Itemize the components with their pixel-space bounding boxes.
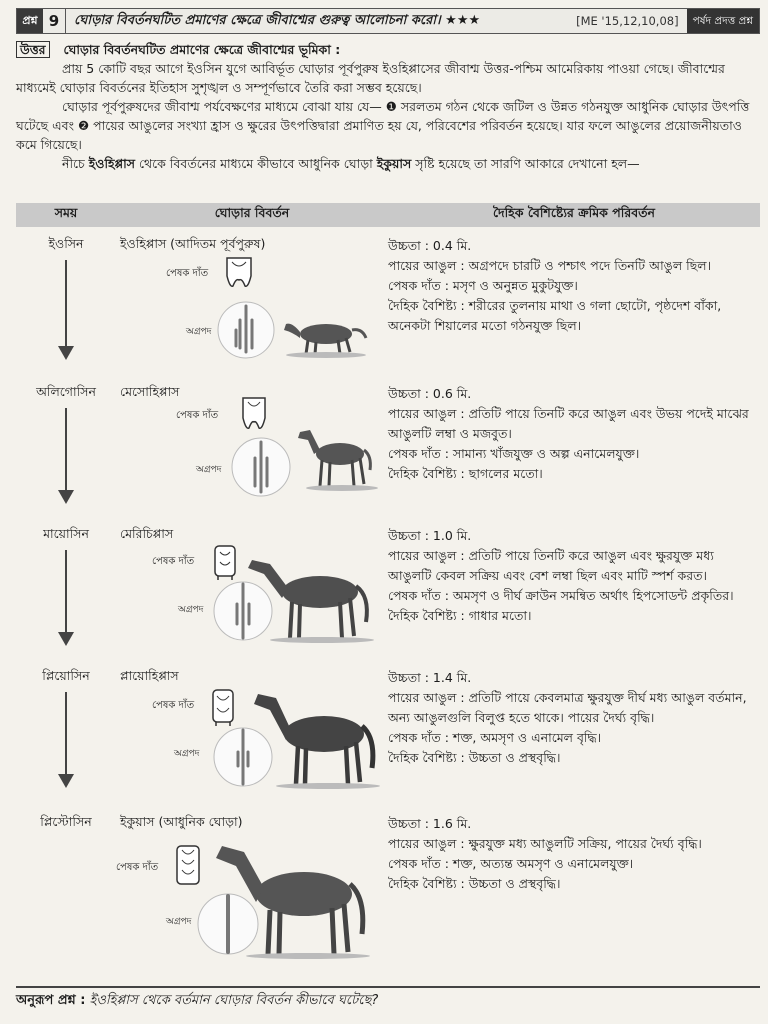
species-name: মেসোহিপ্পাস	[120, 384, 180, 399]
species-name: মেরিচিপ্পাস	[120, 526, 174, 541]
table-row	[16, 668, 760, 808]
question-text: ঘোড়ার বিবর্তনঘটিত প্রমাণের ক্ষেত্রে জীবাশ্মের গুরুত্ব আলোচনা করো। ★★★	[74, 12, 481, 28]
height-text: উচ্চতা : 1.4 মি.	[388, 670, 472, 685]
answer-paragraph-1: প্রায় 5 কোটি বছর আগে ইওসিন যুগে আবির্ভূত ঘোড়ার পূর্বপুরুষ ইওহিপ্পাসের জীবাশ্ম উত্তর-পশ্চিম আমেরিকায় পাওয়া গেছে। জীবাশ্মের মাধ্যমেই ঘোড়ার বিবর্তনের ইতিহাস সুশৃঙ্খল ও সম্পূর্ণভাবে তৈরি করা সম্ভব হয়েছে।	[16, 61, 725, 95]
question-number: 9	[43, 9, 66, 33]
teeth-text: পেষক দাঁত : শক্ত, অত্যন্ত অমসৃণ ও এনামেলযুক্ত।	[388, 856, 634, 871]
table-row	[16, 814, 760, 974]
table-row	[16, 236, 760, 386]
species-name: ইওহিপ্পাস (আদিতম পূর্বপুরুষ)	[120, 236, 266, 251]
table-header	[16, 203, 760, 227]
answer-paragraph-3	[16, 154, 760, 173]
height-text: উচ্চতা : 1.0 মি.	[388, 528, 472, 543]
species-name: ইকুয়াস (আধুনিক ঘোড়া)	[120, 814, 243, 829]
arrow-icon	[65, 550, 67, 634]
similar-label: অনুরূপ প্রশ্ন :	[16, 993, 86, 1008]
tooth-label: পেষক দাঁত	[152, 700, 195, 711]
forefoot-label: অগ্রপদ	[186, 327, 212, 337]
species-name: প্লায়োহিপ্পাস	[120, 668, 179, 683]
p3-text: থেকে বিবর্তনের মাধ্যমে কীভাবে আধুনিক ঘোড়া	[135, 156, 377, 171]
forefoot-label: অগ্রপদ	[196, 465, 222, 475]
toes-text: পায়ের আঙুল : প্রতিটি পায়ে তিনটি করে আঙুল এবং ক্ষুরযুক্ত মধ্য আঙুলটি কেবল সক্রিয় এবং বেশ লম্বা ছিল এবং মাটি স্পর্শ করত।	[388, 548, 714, 583]
board-badge: পর্ষদ প্রদত্ত প্রশ্ন	[687, 9, 759, 33]
mesohippus-figure-icon	[292, 420, 378, 496]
arrow-head-icon	[58, 346, 74, 360]
traits	[388, 814, 758, 894]
header-evolution: ঘোড়ার বিবর্তন	[214, 205, 290, 220]
arrow-icon	[65, 260, 67, 348]
pliohippus-figure-icon	[246, 688, 380, 790]
era-label: প্লিস্টোসিন	[40, 814, 92, 829]
answer-intro	[16, 40, 760, 173]
era-label: মায়োসিন	[43, 526, 89, 541]
arrow-icon	[65, 408, 67, 492]
body-text: দৈহিক বৈশিষ্ট্য : গাধার মতো।	[388, 608, 532, 623]
era-label: প্লিয়োসিন	[42, 668, 90, 683]
toes-text: পায়ের আঙুল : ক্ষুরযুক্ত মধ্য আঙুলটি সক্রিয়, পায়ের দৈর্ঘ্য বৃদ্ধি।	[388, 836, 702, 851]
era-label: অলিগোসিন	[36, 384, 96, 399]
forefoot-label: অগ্রপদ	[166, 917, 192, 927]
teeth-text: পেষক দাঁত : শক্ত, অমসৃণ ও এনামেল বৃদ্ধি।	[388, 730, 602, 745]
forefoot-label: অগ্রপদ	[174, 749, 200, 759]
body-text: দৈহিক বৈশিষ্ট্য : উচ্চতা ও প্রস্থবৃদ্ধি।	[388, 876, 561, 891]
answer-label: উত্তর	[16, 41, 50, 58]
p3-text: নীচে	[62, 156, 89, 171]
height-text: উচ্চতা : 0.6 মি.	[388, 386, 472, 401]
forefoot-bone-icon	[230, 436, 292, 498]
tooth-label: পেষক দাঁত	[166, 268, 209, 279]
teeth-text: পেষক দাঁত : সামান্য খাঁজযুক্ত ও অল্প এনামেলযুক্ত।	[388, 446, 640, 461]
teeth-text: পেষক দাঁত : মসৃণ ও অনুন্নত মুকুটযুক্ত।	[388, 278, 578, 293]
molar-tooth-icon	[212, 544, 238, 582]
traits	[388, 668, 758, 768]
equus-figure-icon	[208, 840, 372, 962]
forefoot-bone-icon	[216, 300, 276, 360]
tooth-label: পেষক দাঁত	[116, 862, 159, 873]
molar-tooth-icon	[240, 396, 268, 432]
traits	[388, 526, 758, 626]
answer-heading-line	[16, 40, 760, 59]
molar-tooth-icon	[174, 844, 202, 890]
toes-text: পায়ের আঙুল : প্রতিটি পায়ে কেবলমাত্র ক্ষুরযুক্ত দীর্ঘ মধ্য আঙুল বর্তমান, অন্য আঙুলগুলি বিলুপ্ত হতে থাকে। পায়ের দৈর্ঘ্য বৃদ্ধি।	[388, 690, 747, 725]
exam-code: [ME '15,12,10,08]	[576, 14, 679, 28]
toes-text: পায়ের আঙুল : প্রতিটি পায়ে তিনটি করে আঙুল এবং উভয় পদেই মাঝের আঙুলটি লম্বা ও মজবুত।	[388, 406, 749, 441]
p3-bold-equus: ইকুয়াস	[376, 156, 412, 171]
height-text: উচ্চতা : 0.4 মি.	[388, 238, 472, 253]
molar-tooth-icon	[224, 256, 254, 290]
body-text: দৈহিক বৈশিষ্ট্য : শরীরের তুলনায় মাথা ও গলা ছোটো, পৃষ্ঠদেশ বাঁকা, অনেকটা শিয়ালের মতো গঠনযুক্ত ছিল।	[388, 298, 722, 333]
traits	[388, 236, 758, 336]
forefoot-label: অগ্রপদ	[178, 605, 204, 615]
answer-paragraph-2: ঘোড়ার পূর্বপুরুষদের জীবাশ্ম পর্যবেক্ষণের মাধ্যমে বোঝা যায় যে— ❶ সরলতম গঠন থেকে জটিল ও উন্নত গঠনযুক্ত আধুনিক ঘোড়ার উৎপত্তি ঘটেছে এবং ❷ পায়ের আঙুলের সংখ্যা হ্রাস ও ক্ষুরের উৎপত্তিদ্বারা প্রমাণিত হয় যে, পরিবেশের পরিবর্তন হয়েছে। যার ফলে আঙুলের প্রয়োজনীয়তাও কমে গিয়েছে।	[16, 99, 750, 152]
answer-heading: ঘোড়ার বিবর্তনঘটিত প্রমাণের ক্ষেত্রে জীবাশ্মের ভূমিকা :	[63, 42, 341, 57]
tooth-label: পেষক দাঁত	[176, 410, 219, 421]
body-text: দৈহিক বৈশিষ্ট্য : উচ্চতা ও প্রস্থবৃদ্ধি।	[388, 750, 561, 765]
question-header	[16, 8, 760, 34]
table-row	[16, 384, 760, 524]
similar-question	[16, 986, 760, 1014]
height-text: উচ্চতা : 1.6 মি.	[388, 816, 472, 831]
question-tag: প্রশ্ন	[17, 9, 43, 33]
merychippus-figure-icon	[242, 552, 378, 644]
eohippus-figure-icon	[278, 308, 368, 358]
teeth-text: পেষক দাঁত : অমসৃণ ও দীর্ঘ ক্রাউন সমন্বিত অর্থাৎ হিপসোডন্ট প্রকৃতির।	[388, 588, 734, 603]
arrow-icon	[65, 692, 67, 776]
era-label: ইওসিন	[48, 236, 84, 251]
similar-text: ইওহিপ্পাস থেকে বর্তমান ঘোড়ার বিবর্তন কীভাবে ঘটেছে?	[89, 993, 379, 1008]
toes-text: পায়ের আঙুল : অগ্রপদে চারটি ও পশ্চাৎ পদে তিনটি আঙুল ছিল।	[388, 258, 712, 273]
body-text: দৈহিক বৈশিষ্ট্য : ছাগলের মতো।	[388, 466, 543, 481]
molar-tooth-icon	[210, 688, 236, 728]
header-era: সময়	[54, 205, 78, 220]
p3-text: সৃষ্টি হয়েছে তা সারণি আকারে দেখানো হল—	[411, 156, 640, 171]
arrow-head-icon	[58, 632, 74, 646]
arrow-head-icon	[58, 490, 74, 504]
table-row	[16, 526, 760, 666]
header-changes: দৈহিক বৈশিষ্ট্যের ক্রমিক পরিবর্তন	[492, 205, 655, 220]
traits	[388, 384, 758, 484]
tooth-label: পেষক দাঁত	[152, 556, 195, 567]
p3-bold-eohippus: ইওহিপ্পাস	[88, 156, 135, 171]
arrow-head-icon	[58, 774, 74, 788]
